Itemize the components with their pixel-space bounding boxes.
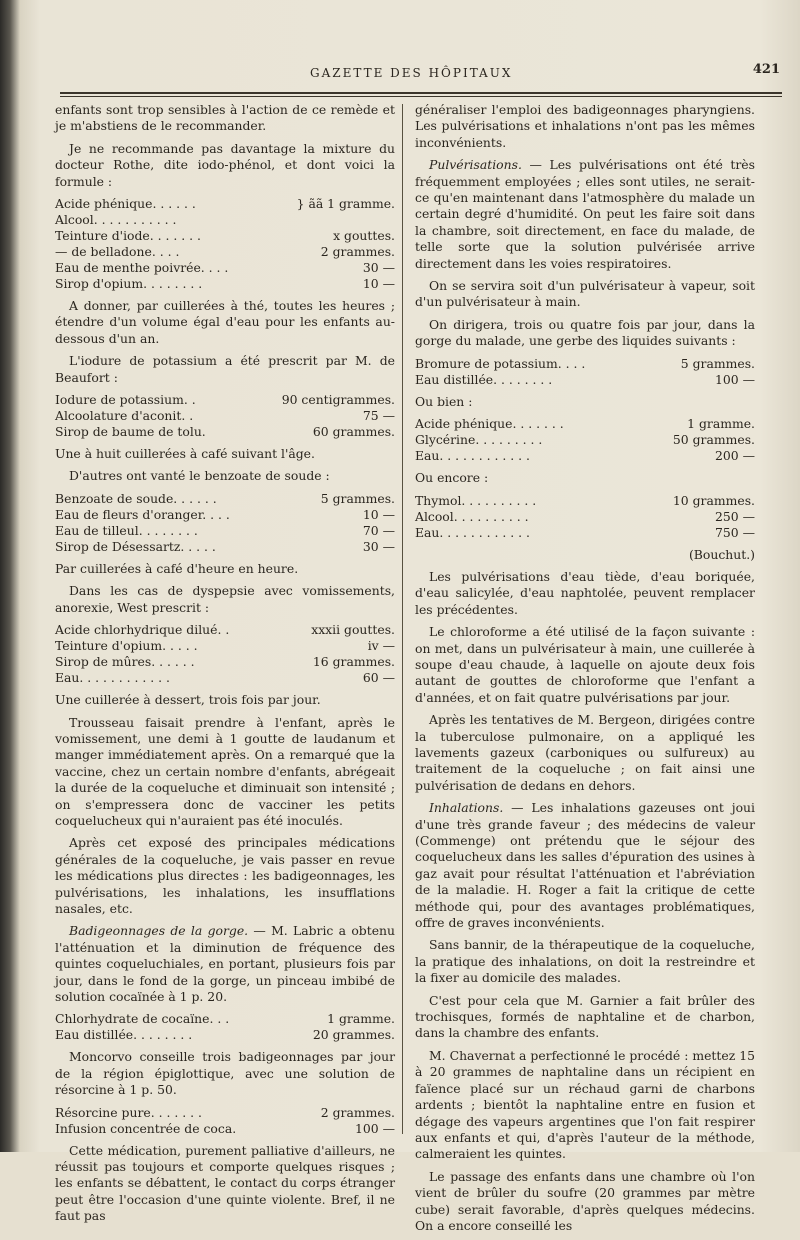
paragraph: D'autres ont vanté le benzoate de soude : [69,468,330,484]
left-column [55,102,395,1231]
prescription-west [55,622,395,686]
page-number: 421 [752,62,780,77]
ingredient-name: Alcool. . . . . . . . . . [415,508,529,524]
section-heading: Pulvérisations. [429,157,522,173]
paragraph: Après les tentatives de M. Bergeon, dirigées contre la tuberculose pulmonaire, on a appliqué les lavements gazeux (carboniques ou sulfureux) au traitement de la coqueluche ; on fait ainsi une pulvérisation de dedans en dehors. [415,712,755,793]
paragraph: Par cuillerées à café d'heure en heure. [55,560,299,576]
ingredient-quantity: 60 grammes. [312,424,395,440]
ingredient-quantity: 75 — [362,408,395,424]
paragraph-text: — M. Labric a obtenu l'atténuation et la diminution de fréquence des quintes coqueluchiales, en portant, plusieurs fois par jour, dans le fond de la gorge, un pinceau imbibé de solution cocaïnée à 1 p. 20. [55,923,395,1004]
prescription-row [55,212,395,228]
prescription-row [415,448,755,464]
paragraph-inhalations [415,800,755,931]
ingredient-quantity: 2 grammes. [320,244,395,260]
citation-bouchut: (Bouchut.) [688,546,755,562]
section-heading: Badigeonnages de la gorge. [69,923,249,939]
ingredient-name: Teinture d'opium. . . . . [55,638,198,654]
paragraph: Moncorvo conseille trois badigeonnages par jour de la région épiglottique, avec une solution de résorcine à 1 p. 50. [55,1049,395,1098]
ingredient-quantity: 20 grammes. [312,1027,395,1043]
prescription-row [415,356,755,372]
ingredient-name: Acide phénique. . . . . . [55,196,196,212]
prescription-row [415,509,755,525]
ingredient-name: Bromure de potassium. . . . [415,355,586,371]
ingredient-name: Sirop de baume de tolu. [55,424,206,440]
ingredient-name: Iodure de potassium. . [55,392,196,408]
ingredient-name: Glycérine. . . . . . . . . [415,432,543,448]
ingredient-quantity: } ãã 1 gramme. [296,196,395,212]
prescription-row [55,523,395,539]
prescription-benzoate [55,491,395,555]
paragraph: Dans les cas de dyspepsie avec vomissements, anorexie, West prescrit : [55,583,395,615]
paragraph-text: — Les inhalations gazeuses ont joui d'une très grande faveur ; des médecins de valeur (Commenge) ont prétendu que le séjour des coquelucheux dans les salles d'épuration des usines à gaz avait pour résultat l'atténuation et l'abréviation de la maladie. H. Roger a fait la critique de cette méthode qui, pour des avantages problématiques, offre de graves inconvénients. [415,800,755,931]
ingredient-quantity: 60 — [362,670,395,686]
prescription-row [55,1011,395,1027]
prescription-row [415,493,755,509]
ingredient-name: Infusion concentrée de coca. [55,1120,237,1136]
ingredient-name: Sirop d'opium. . . . . . . . [55,276,203,292]
paragraph: Le passage des enfants dans une chambre où l'on vient de brûler du soufre (20 grammes par mètre cube) serait favorable, d'après quelques médecins. On a encore conseillé les [415,1168,755,1233]
prescription-row [55,196,395,212]
ingredient-quantity: 2 grammes. [320,1104,395,1120]
ingredient-name: Sirop de Désessartz. . . . . [55,538,216,554]
ingredient-quantity: 200 — [715,448,755,464]
ingredient-quantity: 10 — [362,506,395,522]
prescription-row [55,1027,395,1043]
prescription-row [415,525,755,541]
paragraph-badigeonnages [55,923,395,1005]
paragraph-text: — Les pulvérisations ont été très fréquemment employées ; elles sont utiles, ne serait-ce qu'en maintenant dans l'atmosphère du malade un certain degré d'humidité. On peut les faire soit dans la chambre, soit directement, en face du malade, de telle sorte que la solution pulvérisée arrive directement dans les voies respiratoires. [415,157,755,271]
prescription-row [55,276,395,292]
prescription-row [55,260,395,276]
prescription-row [55,424,395,440]
ingredient-name: Eau de fleurs d'oranger. . . . [55,506,230,522]
prescription-row [55,654,395,670]
ingredient-quantity: 100 — [355,1120,395,1136]
ingredient-quantity: 750 — [715,524,755,540]
right-column [415,102,755,1240]
prescription-row [415,416,755,432]
paragraph: L'iodure de potassium a été prescrit par M. de Beaufort : [55,353,395,385]
prescription-row [55,622,395,638]
section-heading: Inhalations. [429,800,504,816]
paragraph: A donner, par cuillerées à thé, toutes les heures ; étendre d'un volume égal d'eau pour les enfants au-dessous d'un an. [55,298,395,346]
paragraph: Je ne recommande pas davantage la mixture du docteur Rothe, dite iodo-phénol, et dont voici la formule : [55,140,395,189]
prescription-row [55,670,395,686]
paragraph: M. Chavernat a perfectionné le procédé : mettez 15 à 20 grammes de naphtaline dans un récipient en faïence placé sur un réchaud garni de charbons ardents ; bientôt la naphtaline entre en fusion et dégage des vapeurs argentines que l'on fait respirer aux enfants et qui, d'après l'auteur de la méthode, calmeraient les quintes. [415,1047,755,1162]
prescription-row [55,491,395,507]
ingredient-name: Eau distillée. . . . . . . . [415,371,553,387]
paragraph: Le chloroforme a été utilisé de la façon suivante : on met, dans un pulvérisateur à main, une cuillerée à soupe d'eau chaude, à laquelle on ajoute deux fois autant de gouttes de chloroforme que l'enfant a d'années, et on fait quatre pulvérisations par jour. [415,624,755,705]
prescription-row [55,507,395,523]
ingredient-name: Eau de menthe poivrée. . . . [55,260,229,276]
prescription-row [55,1105,395,1121]
paragraph: Sans bannir, de la thérapeutique de la coqueluche, la pratique des inhalations, on doit la restreindre et la fixer au domicile des malades. [415,937,755,986]
paragraph: Après cet exposé des principales médications générales de la coqueluche, je vais passer en revue les médications plus directes : les badigeonnages, les pulvérisations, les inhalations, les insufflations nasales, etc. [55,835,395,916]
ingredient-name: Sirop de mûres. . . . . . [55,654,195,670]
ingredient-quantity: 250 — [715,508,755,524]
ingredient-quantity: 1 gramme. [327,1011,395,1027]
prescription-row [55,539,395,555]
prescription-row [55,244,395,260]
ingredient-name: Acide chlorhydrique dilué. . [55,622,230,638]
ingredient-name: Chlorhydrate de cocaïne. . . [55,1011,230,1027]
header-rule-thin [60,96,782,97]
prescription-row [55,1121,395,1137]
prescription-row [415,372,755,388]
ingredient-name: Eau. . . . . . . . . . . . [55,670,171,686]
ingredient-quantity: 100 — [715,371,755,387]
prescription-bromure [415,356,755,388]
ingredient-quantity: 10 — [362,276,395,292]
ou-bien-label: Ou bien : [415,393,473,409]
header-rule [60,92,782,94]
prescription-row [55,392,395,408]
paragraph: On se servira soit d'un pulvérisateur à vapeur, soit d'un pulvérisateur à main. [415,278,755,310]
paragraph: Une à huit cuillerées à café suivant l'âge. [55,446,315,462]
paragraph: généraliser l'emploi des badigeonnages pharyngiens. Les pulvérisations et inhalations n'ont pas les mêmes inconvénients. [415,102,755,150]
ingredient-quantity: 70 — [362,522,395,538]
prescription-beaufort [55,392,395,440]
ingredient-name: Eau. . . . . . . . . . . . [415,524,531,540]
ingredient-name: — de belladone. . . . [55,244,180,260]
prescription-row [55,408,395,424]
ingredient-name: Teinture d'iode. . . . . . . [55,228,201,244]
ingredient-name: Acide phénique. . . . . . . [415,416,564,432]
ingredient-name: Eau distillée. . . . . . . . [55,1027,193,1043]
paragraph: On dirigera, trois ou quatre fois par jour, dans la gorge du malade, une gerbe des liquides suivants : [415,316,755,349]
paragraph: Cette médication, purement palliative d'ailleurs, ne réussit pas toujours et comporte quelques risques ; les enfants se débattent, le contact du corps étranger peut être l'occasion d'une quinte violente. Bref, il ne faut pas [55,1142,395,1224]
ingredient-name: Eau de tilleul. . . . . . . . [55,522,198,538]
ingredient-quantity: xxxii gouttes. [311,622,395,638]
paragraph: Une cuillerée à dessert, trois fois par jour. [55,692,321,708]
paragraph: enfants sont trop sensibles à l'action de ce remède et je m'abstiens de le recommander. [55,102,395,134]
ingredient-name: Alcoolature d'aconit. . [55,408,194,424]
prescription-thymol [415,493,755,541]
ingredient-quantity: 16 grammes. [312,654,395,670]
ingredient-quantity: 1 gramme. [687,416,755,432]
prescription-cocaine [55,1011,395,1043]
prescription-rothe [55,196,395,292]
ingredient-quantity: 10 grammes. [672,492,755,508]
paragraph: Les pulvérisations d'eau tiède, d'eau boriquée, d'eau salicylée, d'eau naphtolée, peuvent remplacer les précédentes. [415,568,755,617]
ingredient-quantity: x gouttes. [333,228,395,244]
prescription-phenique [415,416,755,464]
prescription-row [55,638,395,654]
ingredient-name: Alcool. . . . . . . . . . . [55,212,177,228]
ingredient-quantity: iv — [367,638,395,654]
ingredient-quantity: 30 — [362,260,395,276]
prescription-row [415,432,755,448]
column-divider [402,104,403,1134]
ingredient-name: Eau. . . . . . . . . . . . [415,448,531,464]
ingredient-name: Benzoate de soude. . . . . . [55,490,217,506]
ingredient-quantity: 5 grammes. [680,355,755,371]
ingredient-quantity: 30 — [362,538,395,554]
ingredient-name: Résorcine pure. . . . . . . [55,1104,202,1120]
ingredient-quantity: 5 grammes. [320,490,395,506]
ou-encore-label: Ou encore : [415,470,489,486]
ingredient-quantity: 90 centigrammes. [281,392,395,408]
ingredient-name: Thymol. . . . . . . . . . [415,492,537,508]
prescription-resorcine [55,1105,395,1137]
journal-title: GAZETTE DES HÔPITAUX [310,66,513,80]
paragraph: Trousseau faisait prendre à l'enfant, après le vomissement, une demi à 1 goutte de laudanum et manger immédiatement après. On a remarqué que la vaccine, chez un certain nombre d'enfants, abrégeait la durée de la coqueluche et diminuait son intensité ; on s'empressera donc de vacciner les petits coquelucheux qui n'auraient pas été inoculés. [55,714,395,828]
ingredient-quantity: 50 grammes. [672,432,755,448]
paragraph-pulverisations [415,157,755,272]
prescription-row [55,228,395,244]
paragraph: C'est pour cela que M. Garnier a fait brûler des trochisques, formés de naphtaline et de charbon, dans la chambre des enfants. [415,992,755,1041]
